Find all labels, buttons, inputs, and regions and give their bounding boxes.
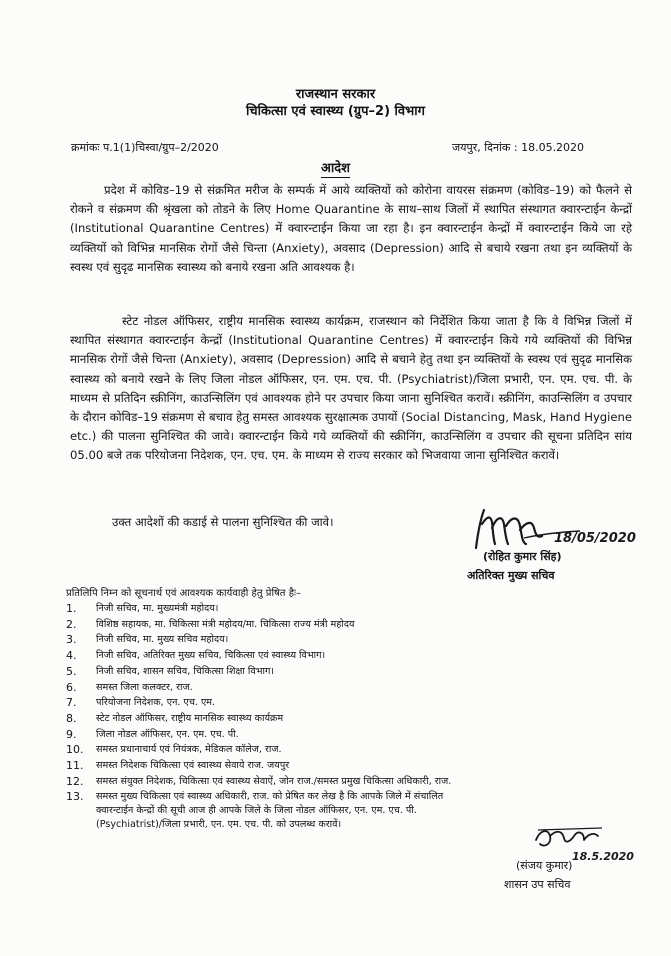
signature-2-date: 18.5.2020	[572, 850, 634, 863]
list-item	[66, 727, 646, 743]
list-item-text: विशिष्ठ सहायक, मा. चिकित्सा मंत्री महोदय/मा. चिकित्सा राज्य मंत्री महोदय	[96, 618, 355, 630]
list-item	[66, 758, 646, 774]
list-item-number: 1.	[66, 602, 77, 615]
list-item-number: 3.	[66, 633, 77, 647]
list-item	[66, 664, 646, 680]
list-item	[66, 711, 646, 727]
list-item-number: 12.	[66, 774, 84, 788]
copy-to-intro: प्रतिलिपि निम्न को सूचनार्थ एवं आवश्यक कार्यवाही हेतु प्रेषित हैः–	[66, 588, 302, 599]
list-item	[66, 648, 646, 664]
list-item-number: 6.	[66, 680, 77, 694]
list-item	[66, 601, 646, 617]
list-item-text: निजी सचिव, मा. मुख्यमंत्री महोदय।	[96, 603, 219, 614]
signature-1-date: 18/05/2020	[554, 531, 636, 546]
list-item-text: समस्त मुख्य चिकित्सा एवं स्वास्थ्य अधिकारी, राज. को प्रेषित कर लेख है कि आपके जिले में संचालित	[96, 791, 444, 803]
list-item	[66, 774, 646, 790]
order-title	[0, 158, 671, 176]
signatory-1-designation: अतिरिक्त मुख्य सचिव	[467, 569, 555, 582]
reference-number: क्रमांकः प.1(1)चिस्वा/ग्रुप–2/2020	[71, 141, 219, 154]
list-item-text: समस्त संयुक्त निदेशक, चिकित्सा एवं स्वास्थ्य सेवाऐं, जोन राज./समस्त प्रमुख चिकित्सा अधिकारी, राज.	[96, 775, 452, 787]
list-item-text: जिला नोडल ऑफिसर, एन. एम. एच. पी.	[96, 728, 239, 740]
list-item	[66, 632, 646, 648]
list-item-text: समस्त जिला कलक्टर, राज.	[96, 681, 193, 693]
item-13-continuation-2: (Psychiatrist)/जिला प्रभारी, एन. एम. एच. पी. को उपलब्ध करावें।	[96, 819, 342, 830]
signatory-2-name: (संजय कुमार)	[516, 859, 573, 872]
order-title-text: आदेश	[320, 161, 351, 176]
list-item-number: 13.	[66, 790, 84, 804]
list-item-text: परियोजना निदेशक, एन. एच. एम.	[96, 697, 216, 709]
list-item-number: 10.	[66, 743, 84, 757]
list-item-text: निजी सचिव, मा. मुख्य सचिव महोदय।	[96, 634, 229, 646]
list-item-text: निजी सचिव, अतिरिक्त मुख्य सचिव, चिकित्सा एवं स्वास्थ्य विभाग।	[96, 650, 326, 662]
list-item	[66, 695, 646, 711]
place-date: जयपुर, दिनांक : 18.05.2020	[452, 141, 585, 154]
list-item-text: समस्त प्रधानाचार्य एवं नियंत्रक, मेडिकल कॉलेज, राज.	[96, 744, 282, 756]
compliance-line: उक्त आदेशों की कडाई से पालना सुनिश्चित की जावे।	[112, 515, 334, 529]
list-item-number: 8.	[66, 711, 77, 725]
item-13-continuation-1: क्वारन्टाईन केन्द्रों की सूची आज ही आपके जिले के जिला नोडल ऑफिसर, एन. एम. एच. पी.	[96, 805, 417, 816]
list-item	[66, 742, 646, 758]
order-paragraph-1: प्रदेश में कोविड–19 से संक्रमित मरीज के सम्पर्क में आये व्यक्तियों को कोरोना वायरस संक्रमण (कोविड–19) को फैलने से रोकने व संक्रमण की श्रृंखला को तोडने के लिए Home Quarantine के साथ–साथ जिलों में स्थापित संस्थागत क्वारन्टाईन केन्द्रों (Institutional Quarantine Centres) में क्वारन्टाईन किया जा रहा है। इन क्वारन्टाईन केन्द्रों में क्वारन्टाईन किये जा रहे व्यक्तियों को विभिन्न मानसिक रोगों जैसे चिन्ता (Anxiety), अवसाद (Depression) आदि से बचाये रखना तथा इन व्यक्तियों के स्वस्थ एवं सुदृढ मानसिक स्वास्थ्य को बनाये रखना अति आवश्यक है।	[70, 183, 632, 274]
signatory-2-designation: शासन उप सचिव	[504, 878, 571, 891]
list-item-number: 5.	[66, 664, 77, 678]
list-item-number: 4.	[66, 649, 77, 663]
list-item-number: 7.	[66, 696, 77, 710]
list-item-text: समस्त निदेशक चिकित्सा एवं स्वास्थ्य सेवाये राज. जयपुर	[96, 760, 290, 772]
signatory-1-name: (रोहित कुमार सिंह)	[483, 550, 562, 563]
government-header: राजस्थान सरकार	[295, 87, 376, 102]
list-item	[66, 680, 646, 696]
list-item	[66, 617, 646, 633]
list-item-number: 9.	[66, 727, 77, 741]
department-header: चिकित्सा एवं स्वास्थ्य (ग्रुप–2) विभाग	[246, 104, 425, 119]
list-item-number: 11.	[66, 759, 84, 773]
copy-to-list	[66, 601, 646, 805]
list-item-number: 2.	[66, 617, 77, 631]
list-item-text: स्टेट नोडल ऑफिसर, राष्ट्रीय मानसिक स्वास्थ्य कार्यक्रम	[96, 712, 284, 724]
list-item-text: निजी सचिव, शासन सचिव, चिकित्सा शिक्षा विभाग।	[96, 665, 275, 677]
order-paragraph-2: स्टेट नोडल ऑफिसर, राष्ट्रीय मानसिक स्वास्थ्य कार्यक्रम, राजस्थान को निर्देशित किया जाता है कि वे विभिन्न जिलों में स्थापित संस्थागत क्वारन्टाईन केन्द्रों (Institutional Quarantine Centres) में क्वारन्टाईन किये गये व्यक्तियों की विभिन्न मानसिक रोगों जैसे चिन्ता (Anxiety), अवसाद (Depression) आदि से बचाने हेतु तथा इन व्यक्तियों के स्वस्थ एवं सुदृढ मानसिक स्वास्थ्य को बनाये रखने के लिए जिला नोडल ऑफिसर, एन. एम. एच. पी. (Psychiatrist)/जिला प्रभारी, एन. एम. एच. पी. के माध्यम से प्रतिदिन स्क्रीनिंग, काउन्सिलिंग एवं आवश्यक होने पर उपचार किया जाना सुनिश्चित करावें। स्क्रीनिंग, काउन्सिलिंग व उपचार के दौरान कोविड–19 संक्रमण से बचाव हेतु समस्त आवश्यक सुरक्षात्मक उपायों (Social Distancing, Mask, Hand Hygiene etc.) की पालना सुनिश्चित की जावे। क्वारन्टाईन किये गये व्यक्तियों की स्क्रीनिंग, काउन्सिलिंग व उपचार की सूचना प्रतिदिन सांय 05.00 बजे तक परियोजना निदेशक, एन. एच. एम. के माध्यम से राज्य सरकार को भिजवाया जाना सुनिश्चित करावें।	[70, 314, 632, 463]
list-item	[66, 789, 646, 805]
